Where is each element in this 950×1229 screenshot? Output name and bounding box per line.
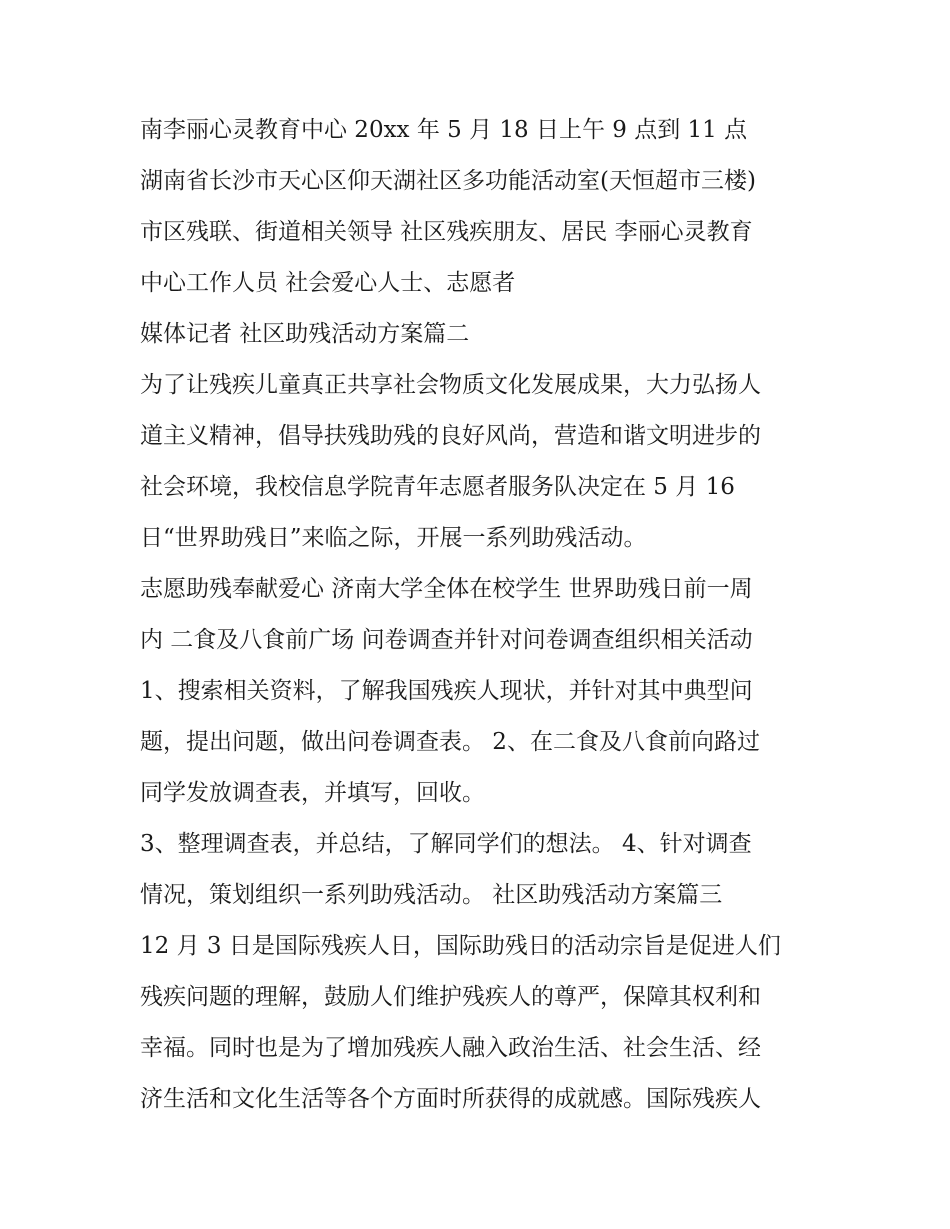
section-heading-line: 情况，策划组织一系列助残活动。 社区助残活动方案篇三 <box>140 882 723 908</box>
text-line: 日“世界助残日”来临之际，开展一系列助残活动。 <box>140 525 647 551</box>
text-line: 残疾问题的理解，鼓励人们维护残疾人的尊严，保障其权利和 <box>140 984 761 1010</box>
text-line: 社会环境，我校信息学院青年志愿者服务队决定在 5 月 16 <box>140 474 735 500</box>
text-line: 同学发放调查表，并填写，回收。 <box>140 780 485 806</box>
text-line: 市区残联、街道相关领导 社区残疾朋友、居民 李丽心灵教育 <box>140 219 753 245</box>
text-line: 内 二食及八食前广场 问卷调查并针对问卷调查组织相关活动 <box>140 627 753 653</box>
text-line: 湖南省长沙市天心区仰天湖社区多功能活动室(天恒超市三楼) <box>140 168 756 194</box>
text-line: 为了让残疾儿童真正共享社会物质文化发展成果，大力弘扬人 <box>140 372 761 398</box>
document-body <box>140 110 830 1130</box>
text-line: 3、整理调查表，并总结，了解同学们的想法。 4、针对调查 <box>140 831 752 857</box>
text-line: 幸福。同时也是为了增加残疾人融入政治生活、社会生活、经 <box>140 1035 761 1061</box>
text-line: 12 月 3 日是国际残疾人日，国际助残日的活动宗旨是促进人们 <box>140 933 781 959</box>
text-line: 1、搜索相关资料，了解我国残疾人现状，并针对其中典型问 <box>140 678 753 704</box>
text-line: 中心工作人员 社会爱心人士、志愿者 <box>140 270 516 296</box>
section-heading-line: 媒体记者 社区助残活动方案篇二 <box>140 321 470 347</box>
text-line: 南李丽心灵教育中心 20xx 年 5 月 18 日上午 9 点到 11 点 <box>140 117 748 143</box>
text-line: 题，提出问题，做出问卷调查表。 2、在二食及八食前向路过 <box>140 729 760 755</box>
text-line: 济生活和文化生活等各个方面时所获得的成就感。国际残疾人 <box>140 1086 761 1112</box>
text-line: 志愿助残奉献爱心 济南大学全体在校学生 世界助残日前一周 <box>140 576 753 602</box>
text-line: 道主义精神，倡导扶残助残的良好风尚，营造和谐文明进步的 <box>140 423 761 449</box>
